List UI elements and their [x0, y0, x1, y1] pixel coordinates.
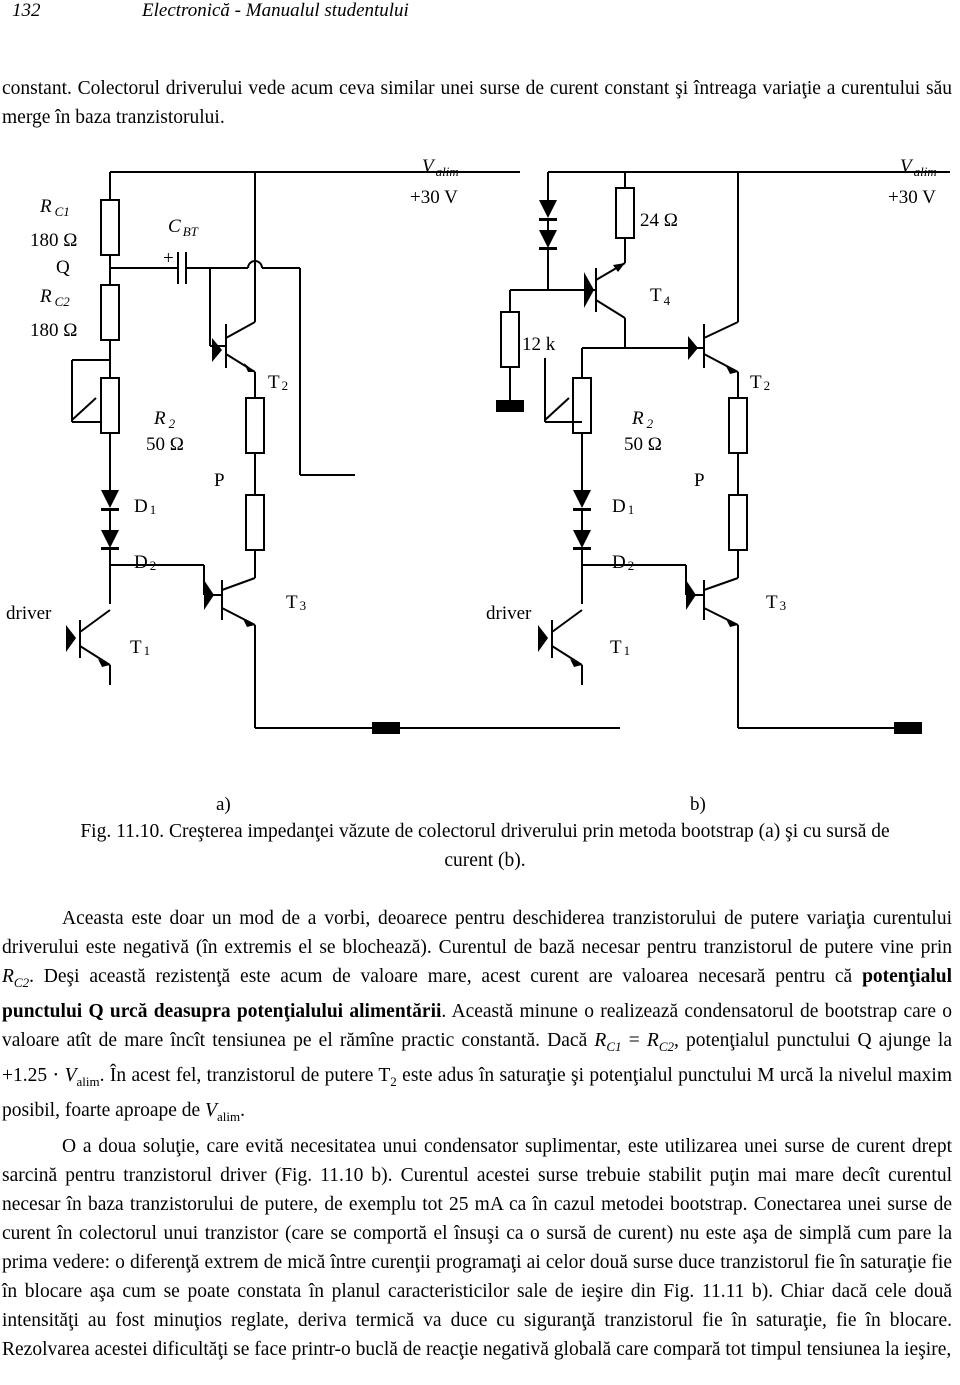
d1-b-name: D [612, 496, 626, 517]
figure-caption [60, 817, 910, 875]
r2-b-sub: 2 [646, 416, 654, 431]
rc2-sub: C2 [54, 294, 70, 309]
t3-b-name: T [766, 592, 778, 613]
caption-line-2: curent (b). [444, 850, 526, 871]
p2-factor: +1.25 ⋅ [2, 1064, 65, 1086]
r12k-value: 12 k [522, 334, 556, 355]
t4-name: T [650, 285, 662, 306]
p2-rc2b-symbol: R [646, 1029, 659, 1051]
svg-text:RC1 [39, 196, 70, 219]
t2-b-name: T [750, 372, 762, 393]
t3-a-sub: 3 [299, 598, 307, 613]
r2-a-value: 50 Ω [146, 434, 184, 455]
p2-text-5: . În acest fel, tranzistorul de putere T [99, 1064, 391, 1086]
paragraph-2 [2, 904, 952, 1131]
d2-b-sub: 2 [627, 558, 635, 573]
valim-a-sub: alim [435, 164, 459, 179]
p2-text-3: . Această minune o realizează condensatorul de bootstrap care o valoare atît de mare încît tensiunea pe el rămîne practic constantă. Dacă [2, 1000, 952, 1051]
p2-rc2b-sub: C2 [658, 1038, 674, 1054]
svg-text:T2 [750, 372, 770, 393]
svg-text:Valim [422, 156, 459, 179]
r2-a-sub: 2 [168, 416, 176, 431]
t2-b-sub: 2 [763, 378, 771, 393]
p2-text-4: , potenţialul punctului Q ajunge la [673, 1029, 952, 1051]
p2-valim-sub: alim [76, 1073, 100, 1089]
p-b-label: P [694, 470, 705, 491]
caption-line-1: Fig. 11.10. Creşterea impedanţei văzute de colectorul driverului prin metoda bootstrap (a) şi cu sursă de [80, 821, 890, 842]
svg-text:T1 [130, 637, 150, 658]
cbt-name: C [168, 216, 181, 237]
d2-b-name: D [612, 552, 626, 573]
r2-a-name: R [154, 408, 166, 429]
rc2-name: R [40, 286, 52, 307]
p2-bold-text: potenţialul punctului Q urcă deasupra potenţialului alimentării [2, 966, 952, 1022]
valim-b-sub: alim [913, 164, 937, 179]
svg-text:T4 [650, 285, 671, 308]
rc1-value: 180 Ω [30, 230, 78, 251]
p2-rc2-symbol: R [2, 966, 14, 987]
t1-a-name: T [130, 637, 142, 658]
t1-b-name: T [610, 637, 622, 658]
svg-text:D2 [134, 552, 156, 573]
valim-b-name: V [900, 156, 912, 177]
cbt-sub: BT [182, 224, 198, 239]
page-number: 132 [12, 0, 41, 21]
p2-valim2-symbol: V [205, 1099, 217, 1121]
valim-a-name: V [422, 156, 434, 177]
paragraph-3: O a doua soluţie, care evită necesitatea unui condensator suplimentar, este utilizarea unei surse de curent drept sarcină pentru tranzistorul driver (Fig. 11.10 b). Curentul acestei surse trebuie stabilit puţin mai mare decît curentul necesar în baza tranzistorului de putere, de exemplu tot 25 mA ca în cazul metodei bootstrap. Conectarea unei surse de curent în colectorul unui tranzistor (care se comportă el însuşi ca o sursă de curent) nu este aşa de simplă cum pare la prima vedere: o diferenţă extrem de mică între curenţii programaţi ai celor două surse duce tranzistorul fie în saturaţie fie în blocare aşa cum se poate constata în planul caracteristicilor sale de ieşire din Fig. 11.11 b). Chiar dacă cele două intensităţi au fost minuţios reglate, deriva termică va duce cu siguranţă tranzistorul fie în saturaţie, fie în blocare. Rezolvarea acestei dificultăţi se face printr-o buclă de reacţie negativă globală care compară tot timpul tensiunea la ieşire, [2, 1136, 952, 1360]
t1-a-sub: 1 [143, 643, 151, 658]
p2-text-6: este adus în saturaţie şi potenţialul punctului M urcă la nivelul maxim posibil, foarte aproape de [2, 1064, 953, 1121]
rc1-sub: C1 [54, 204, 70, 219]
svg-text:RC2 [39, 286, 70, 309]
svg-text:T3 [766, 592, 786, 613]
p2-rc2-sub: C2 [13, 974, 30, 990]
t3-a-name: T [286, 592, 298, 613]
r2-b-name: R [632, 408, 644, 429]
driver-a-label: driver [6, 603, 52, 624]
t2-a-sub: 2 [281, 378, 289, 393]
r2-b-value: 50 Ω [624, 434, 662, 455]
svg-text:T2 [268, 372, 288, 393]
rc2-value: 180 Ω [30, 320, 78, 341]
d1-a-sub: 1 [149, 502, 157, 517]
t4-sub: 4 [663, 293, 671, 308]
d2-a-name: D [134, 552, 148, 573]
svg-text:T3 [286, 592, 306, 613]
p2-valim2-sub: alim [216, 1108, 241, 1124]
q-label: Q [56, 257, 70, 278]
p2-rc1-symbol: R [594, 1029, 607, 1051]
p2-valim-symbol: V [64, 1064, 77, 1086]
page-header [12, 0, 409, 22]
d1-a-name: D [134, 496, 148, 517]
intro-paragraph: constant. Colectorul driverului vede acum ceva similar unei surse de curent constant şi întreaga variaţie a curentului său merge în baza tranzistorului. [2, 78, 952, 128]
panel-b-label: b) [690, 794, 706, 815]
book-title: Electronică - Manualul studentului [142, 0, 409, 21]
t2-a-name: T [268, 372, 280, 393]
svg-text:Valim [900, 156, 937, 179]
svg-text:T1 [610, 637, 630, 658]
p2-text-1: Aceasta este doar un mod de a vorbi, deoarece pentru deschiderea tranzistorului de putere variaţia curentului driverului este negativă (în extremis el se blochează). Curentul de bază necesar pentru tranzistorul de putere vine prin [2, 908, 952, 958]
panel-a-label: a) [216, 794, 231, 815]
t1-b-sub: 1 [623, 643, 631, 658]
d2-a-sub: 2 [149, 558, 157, 573]
p2-t2-sub: 2 [390, 1073, 397, 1089]
p2-rc1-sub: C1 [606, 1038, 622, 1054]
circuit-figure [0, 150, 960, 815]
svg-text:CBT [168, 216, 199, 239]
t3-b-sub: 3 [779, 598, 787, 613]
p2-text-7: . [240, 1099, 245, 1121]
svg-text:R2 [631, 408, 654, 431]
p2-equals: = [621, 1029, 647, 1051]
p2-text-2: . Deşi această rezistenţă este acum de valoare mare, acest curent are valoarea necesară pentru că [29, 966, 863, 987]
svg-text:D1 [612, 496, 634, 517]
d1-b-sub: 1 [627, 502, 635, 517]
rc1-name: R [40, 196, 52, 217]
svg-text:D1 [134, 496, 156, 517]
valim-b-value: +30 V [888, 187, 936, 208]
cbt-plus: + [163, 248, 174, 269]
svg-text:R2 [153, 408, 176, 431]
svg-text:D2 [612, 552, 634, 573]
r24-value: 24 Ω [640, 210, 678, 231]
p-a-label: P [214, 470, 225, 491]
valim-a-value: +30 V [410, 187, 458, 208]
driver-b-label: driver [486, 603, 532, 624]
